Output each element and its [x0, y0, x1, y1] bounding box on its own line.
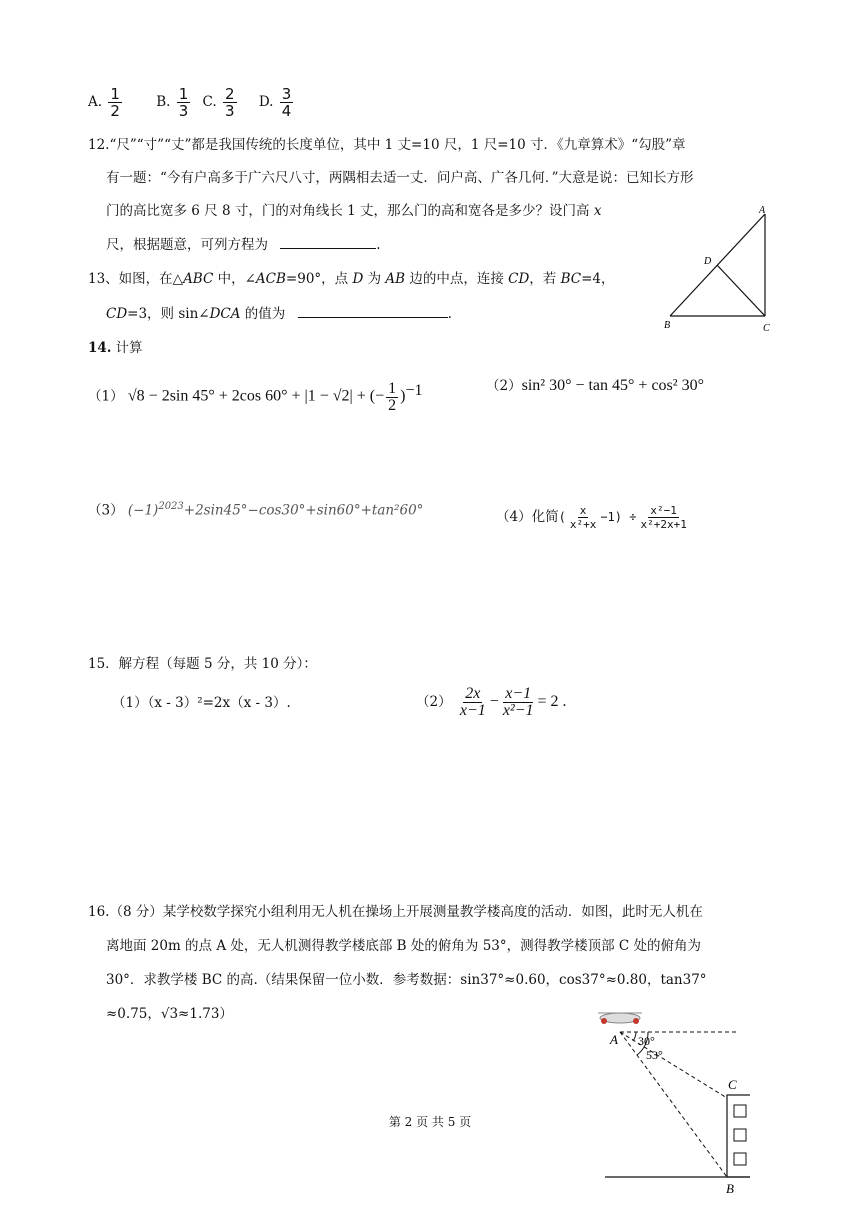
q15-heading: 15．解方程（每题 5 分，共 10 分）：	[88, 656, 317, 672]
q14-heading: 14. 计算	[88, 340, 143, 356]
q11-option-c: C. $\frac{2}{3}$	[202, 85, 235, 120]
q13-label-c: C	[763, 323, 770, 334]
q12-line1: 12.“尺”“寸”“丈”都是我国传统的长度单位，其中 1 丈=10 尺，1 尺=10 寸．《九章算术》“勾股”章	[88, 137, 686, 153]
q12-line4: 尺，根据题意，可列方程为 .	[106, 234, 381, 255]
q13-triangle-figure	[660, 200, 780, 335]
q14-part1: （1） √8 − 2sin 45° + 2cos 60° + |1 − √2| + (− $\frac{1}{2}$ )$^{-1}$	[88, 379, 423, 414]
q16-drone-figure	[590, 1005, 750, 1210]
q11-option-b: B. $\frac{1}{3}$	[156, 85, 189, 120]
q16-angle-30: 30°	[638, 1034, 655, 1048]
q11-options	[88, 86, 295, 119]
drone-icon	[598, 1013, 642, 1024]
q12-line3: 门的高比宽多 6 尺 8 寸，门的对角线长 1 丈，那么门的高和宽各是多少？设门高 x	[106, 203, 602, 219]
q16-label-b: B	[726, 1181, 734, 1196]
q13-line1: 13、如图，在△ABC 中，∠ACB=90°，点 D 为 AB 边的中点，连接 CD，若 BC=4，	[88, 271, 615, 287]
q16-angle-53: 53°	[646, 1048, 663, 1062]
q16-line3: 30°．求教学楼 BC 的高.（结果保留一位小数．参考数据：sin37°≈0.60，cos37°≈0.80，tan37°	[106, 972, 707, 988]
q13-label-a: A	[759, 205, 766, 216]
page-footer: 第 2 页 共 5 页	[388, 1115, 472, 1129]
q11-option-d: D. $\frac{3}{4}$	[258, 85, 292, 120]
q13-line2: CD=3，则 sin∠DCA 的值为 .	[106, 303, 452, 324]
q12-line2: 有一题：“今有户高多于广六尺八寸，两隅相去适一丈．问户高、广各几何．”大意是说：已知长方形	[106, 170, 694, 186]
q15-part2: （2） $\frac{2x}{x-1}$ − $\frac{x-1}{\text{x²−1}}$ = 2 .	[416, 685, 567, 719]
q14-part2: （2）sin² 30° − tan 45° + cos² 30°	[486, 377, 704, 394]
q14-part3: （3） $(-1)^{2023}+2\sin 45^\circ-\cos 30^\circ+\sin 60^\circ+\tan^260^\circ$	[88, 501, 424, 519]
q11-option-a: A. $\frac{1}{2}$	[88, 85, 120, 120]
q16-line2: 离地面 20m 的点 A 处，无人机测得教学楼底部 B 处的俯角为 53°，测得教学楼顶部 C 处的俯角为	[106, 938, 702, 954]
q15-part1: （1）（x - 3）²=2x（x - 3）.	[112, 695, 291, 711]
q13-answer-blank[interactable]	[298, 303, 448, 318]
q16-line4: ≈0.75，√3≈1.73）	[106, 1006, 233, 1022]
q13-label-d: D	[704, 256, 712, 267]
q16-line1: 16.（8 分）某学校数学探究小组利用无人机在操场上开展测量教学楼高度的活动．如图，此时无人机在	[88, 904, 703, 920]
q13-label-b: B	[664, 320, 671, 331]
q16-label-c: C	[728, 1077, 737, 1092]
q16-label-a: A	[610, 1032, 618, 1047]
q14-part4: （4）化简( $\frac{x}{\text{x²+x}}$ −1) ÷ $\frac{\text{x²−1}}{\text{x²+2x+1}}$	[496, 504, 687, 531]
q12-answer-blank[interactable]	[280, 234, 376, 249]
